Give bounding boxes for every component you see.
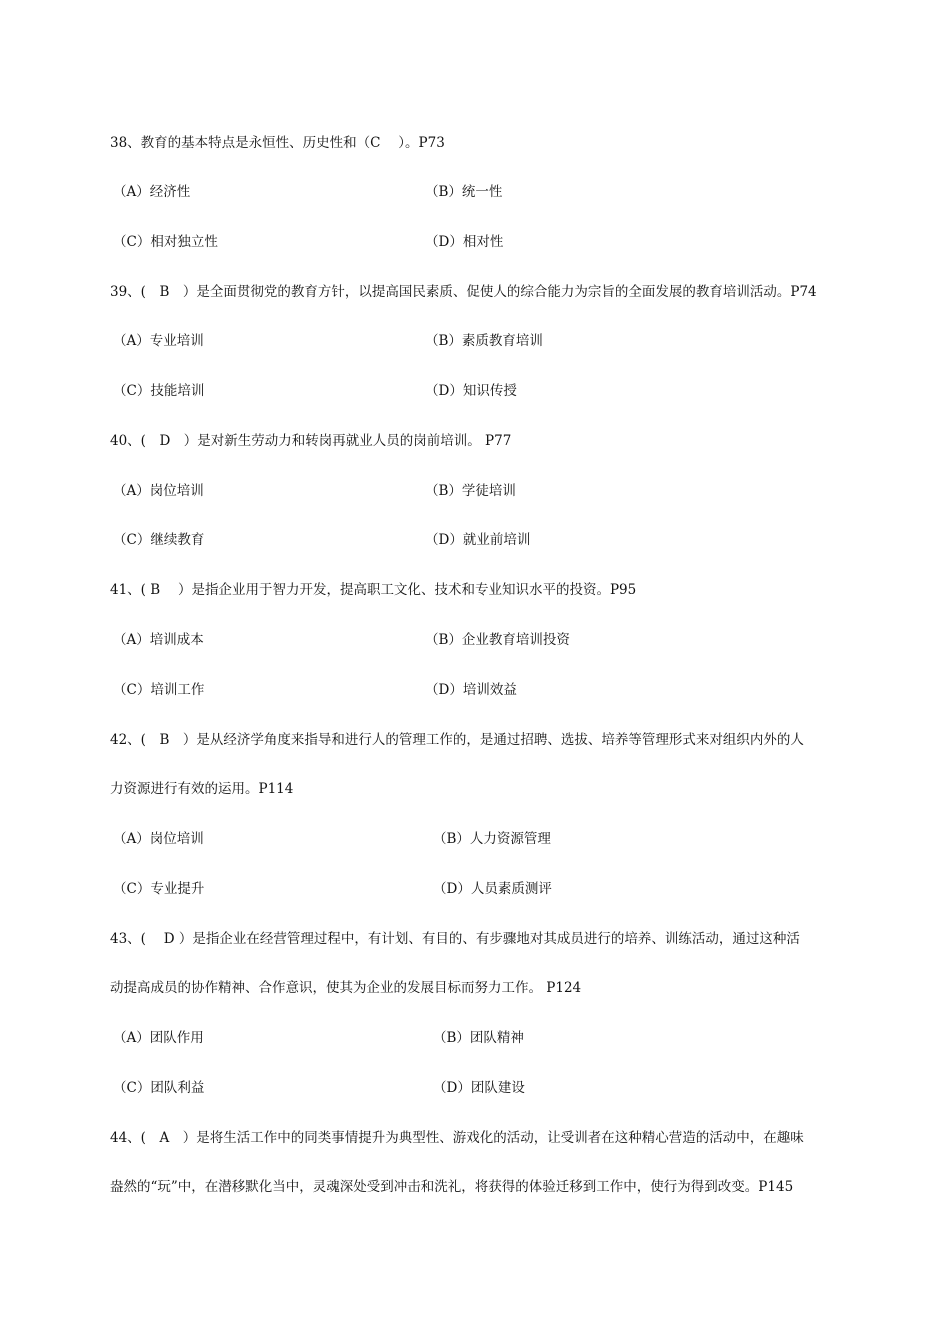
question-42-option-b: （B）人力资源管理 — [433, 831, 551, 847]
question-41-option-a: （A）培训成本 — [113, 632, 204, 648]
question-43-option-c: （C）团队利益 — [113, 1080, 205, 1096]
question-42-stem-line-1: 42、( B ）是从经济学角度来指导和进行人的管理工作的，是通过招聘、选拔、培养等管理形式来对组织内外的人 — [110, 732, 804, 748]
question-41-option-c: （C）培训工作 — [113, 682, 205, 698]
question-41-stem: 41、( B ）是指企业用于智力开发，提高职工文化、技术和专业知识水平的投资。P95 — [110, 582, 637, 598]
question-41-option-b: （B）企业教育培训投资 — [425, 632, 570, 648]
question-39-stem: 39、( B ）是全面贯彻党的教育方针，以提高国民素质、促使人的综合能力为宗旨的全面发展的教育培训活动。P74 — [110, 284, 817, 300]
question-38-option-b: （B）统一性 — [425, 184, 503, 200]
question-43-stem-line-1: 43、( D ）是指企业在经营管理过程中，有计划、有目的、有步骤地对其成员进行的培养、训练活动，通过这种活 — [110, 931, 800, 947]
question-38-option-a: （A）经济性 — [113, 184, 191, 200]
question-43-stem-line-2: 动提高成员的协作精神、合作意识，使其为企业的发展目标而努力工作。 P124 — [110, 980, 582, 996]
question-38-option-d: （D）相对性 — [425, 234, 504, 250]
question-39-option-d: （D）知识传授 — [425, 383, 517, 399]
question-42-option-a: （A）岗位培训 — [113, 831, 204, 847]
question-39-option-b: （B）素质教育培训 — [425, 333, 543, 349]
question-42-option-c: （C）专业提升 — [113, 881, 205, 897]
question-39-option-c: （C）技能培训 — [113, 383, 205, 399]
question-39-option-a: （A）专业培训 — [113, 333, 204, 349]
question-40-option-b: （B）学徒培训 — [425, 483, 516, 499]
question-42-stem-line-2: 力资源进行有效的运用。P114 — [110, 781, 294, 797]
question-44-stem-line-1: 44、( A ）是将生活工作中的同类事情提升为典型性、游戏化的活动，让受训者在这种精心营造的活动中，在趣味 — [110, 1130, 804, 1146]
question-40-option-c: （C）继续教育 — [113, 532, 205, 548]
question-41-option-d: （D）培训效益 — [425, 682, 517, 698]
question-43-option-d: （D）团队建设 — [433, 1080, 525, 1096]
question-38-option-c: （C）相对独立性 — [113, 234, 218, 250]
question-38-stem: 38、教育的基本特点是永恒性、历史性和（C ）。P73 — [110, 135, 445, 151]
question-42-option-d: （D）人员素质测评 — [433, 881, 552, 897]
question-43-option-b: （B）团队精神 — [433, 1030, 524, 1046]
question-40-option-d: （D）就业前培训 — [425, 532, 531, 548]
question-44-stem-line-2: 盎然的“玩”中，在潜移默化当中，灵魂深处受到冲击和洗礼，将获得的体验迁移到工作中，使行为得到改变。P145 — [110, 1179, 794, 1195]
question-40-stem: 40、( D ）是对新生劳动力和转岗再就业人员的岗前培训。 P77 — [110, 433, 512, 449]
question-43-option-a: （A）团队作用 — [113, 1030, 204, 1046]
question-40-option-a: （A）岗位培训 — [113, 483, 204, 499]
